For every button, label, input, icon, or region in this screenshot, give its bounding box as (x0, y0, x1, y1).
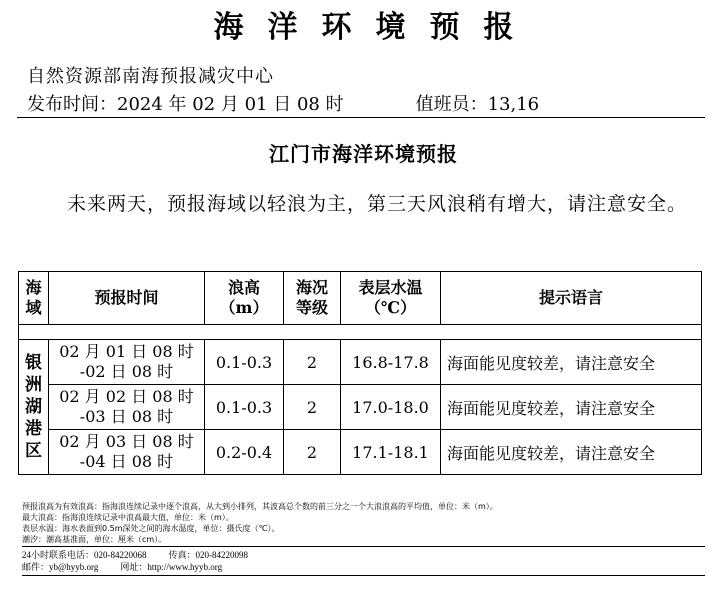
header-wave: 浪高（m） (205, 272, 284, 325)
wave-height: 0.1-0.3 (205, 385, 284, 430)
note-sst: 表层水温：海水表面到0.5m深处之间的海水温度，单位：摄氏度（℃）。 (22, 524, 280, 533)
contact-email[interactable]: 邮件：yb@hyyb.org (22, 562, 99, 572)
footer-bottom-divider (22, 575, 705, 576)
header-tip: 提示语言 (441, 272, 702, 325)
wave-height: 0.2-0.4 (205, 430, 284, 475)
sea-temp: 17.0-18.0 (341, 385, 441, 430)
forecast-summary: 未来两天，预报海域以轻浪为主，第三天风浪稍有增大，请注意安全。 (67, 193, 688, 215)
issue-time: 发布时间：2024 年 02 月 01 日 08 时 (27, 94, 344, 115)
forecast-table (18, 271, 702, 475)
area-name: 银洲湖港区 (19, 340, 49, 475)
tip-text: 海面能见度较差，请注意安全 (441, 385, 702, 430)
note-max-wave: 最大浪高：指海浪连续记录中浪高最大值，单位：米（m）。 (22, 513, 234, 522)
table-header-row (19, 272, 702, 325)
note-wave-height: 预报浪高为有效浪高：指海浪连续记录中逐个浪高，从大到小排列，其波高总个数的前三分之一个大浪浪高的平均值，单位：米（m）。 (22, 502, 498, 511)
forecast-time: 02 月 01 日 08 时 -02 日 08 时 (49, 340, 205, 385)
wave-height: 0.1-0.3 (205, 340, 284, 385)
sea-temp: 17.1-18.1 (341, 430, 441, 475)
sea-temp: 16.8-17.8 (341, 340, 441, 385)
tip-text: 海面能见度较差，请注意安全 (441, 430, 702, 475)
issue-info (27, 90, 539, 116)
header-area: 海域 (19, 272, 49, 325)
forecast-time: 02 月 03 日 08 时 -04 日 08 时 (49, 430, 205, 475)
footer-divider (22, 546, 705, 547)
table-spacer (19, 325, 702, 340)
contact-fax: 传真：020-84220098 (168, 550, 248, 560)
footnotes (22, 501, 498, 545)
header-sea-state: 海况等级 (284, 272, 341, 325)
table-row (19, 430, 702, 475)
issuing-agency: 自然资源部南海预报减灾中心 (27, 66, 274, 87)
note-tide: 潮汐：潮高基准面，单位：厘米（cm）。 (22, 535, 167, 544)
header-divider (17, 117, 705, 118)
table-row (19, 385, 702, 430)
contact-website[interactable]: 网址：http://www.hyyb.org (120, 562, 223, 572)
table-row (19, 340, 702, 385)
duty-officer: 值班员：13,16 (415, 94, 540, 115)
header-time: 预报时间 (49, 272, 205, 325)
sea-state: 2 (284, 340, 341, 385)
header-sst: 表层水温（℃） (341, 272, 441, 325)
contact-info (22, 549, 248, 573)
tip-text: 海面能见度较差，请注意安全 (441, 340, 702, 385)
page-title: 海洋环境预报 (213, 10, 538, 45)
sea-state: 2 (284, 430, 341, 475)
sea-state: 2 (284, 385, 341, 430)
forecast-time: 02 月 02 日 08 时 -03 日 08 时 (49, 385, 205, 430)
forecast-title: 江门市海洋环境预报 (269, 142, 458, 166)
contact-phone: 24小时联系电话：020-84220068 (22, 550, 147, 560)
